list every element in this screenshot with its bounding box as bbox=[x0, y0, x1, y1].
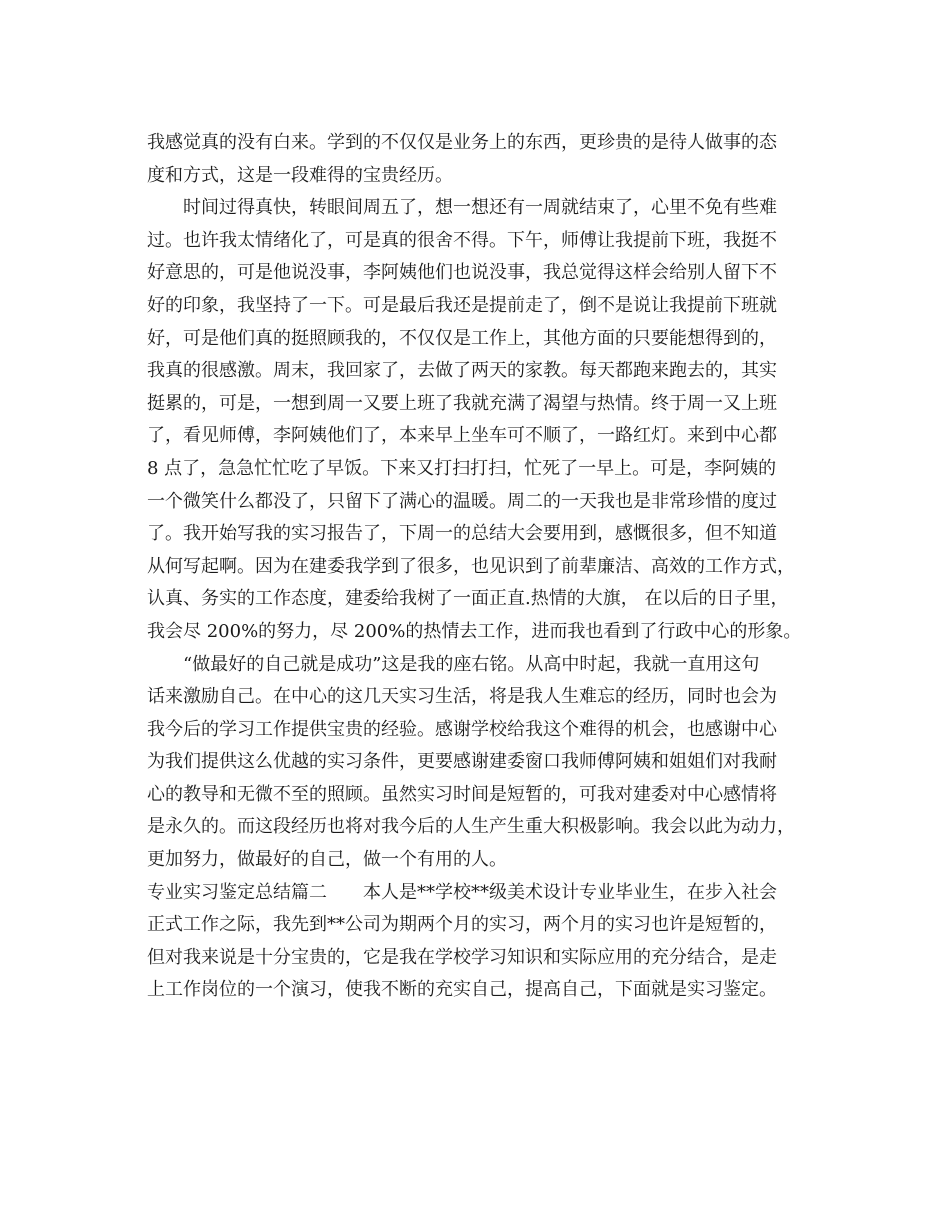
text-line: 了。我开始写我的实习报告了，下周一的总结大会要用到，感慨很多，但不知道 bbox=[147, 523, 777, 545]
paragraph-start-line: 时间过得真快，转眼间周五了，想一想还有一周就结束了，心里不免有些难 bbox=[147, 197, 777, 219]
text-line: 过。也许我太情绪化了，可是真的很舍不得。下午，师傅让我提前下班，我挺不 bbox=[147, 229, 777, 251]
document-body bbox=[147, 127, 817, 1007]
text-line: 我今后的学习工作提供宝贵的经验。感谢学校给我这个难得的机会，也感谢中心 bbox=[147, 718, 777, 740]
text-line: 话来激励自己。在中心的这几天实习生活，将是我人生难忘的经历，同时也会为 bbox=[147, 686, 777, 708]
text-line: 我感觉真的没有白来。学到的不仅仅是业务上的东西，更珍贵的是待人做事的态 bbox=[147, 132, 777, 153]
text-line: 是永久的。而这段经历也将对我今后的人生产生重大积极影响。我会以此为动力， bbox=[147, 816, 795, 838]
text-line: 度和方式，这是一段难得的宝贵经历。 bbox=[147, 164, 453, 186]
section-heading-line: 专业实习鉴定总结篇二 本人是**学校**级美术设计专业毕业生，在步入社会 bbox=[147, 881, 777, 903]
text-line: 更加努力，做最好的自己，做一个有用的人。 bbox=[147, 849, 507, 871]
paragraph-start-line: “做最好的自己就是成功”这是我的座右铭。从高中时起，我就一直用这句 bbox=[147, 653, 760, 675]
text-line: 一个微笑什么都没了，只留下了满心的温暖。周二的一天我也是非常珍惜的度过 bbox=[147, 490, 777, 512]
text-line: 心的教导和无微不至的照顾。虽然实习时间是短暂的，可我对建委对中心感情将 bbox=[147, 783, 777, 805]
text-line: 好的印象，我坚持了一下。可是最后我还是提前走了，倒不是说让我提前下班就 bbox=[147, 294, 777, 316]
text-line: 好，可是他们真的挺照顾我的，不仅仅是工作上，其他方面的只要能想得到的， bbox=[147, 327, 777, 349]
text-line: 从何写起啊。因为在建委我学到了很多，也见识到了前辈廉洁、高效的工作方式， bbox=[147, 555, 795, 577]
text-line: 认真、务实的工作态度，建委给我树了一面正直.热情的大旗， 在以后的日子里， bbox=[147, 588, 789, 610]
text-line: 但对我来说是十分宝贵的，它是我在学校学习知识和实际应用的充分结合，是走 bbox=[147, 946, 777, 968]
text-line: 上工作岗位的一个演习，使我不断的充实自己，提高自己，下面就是实习鉴定。 bbox=[147, 979, 777, 1001]
text-line: 为我们提供这么优越的实习条件，更要感谢建委窗口我师傅阿姨和姐姐们对我耐 bbox=[147, 751, 777, 773]
text-line: 我真的很感激。周末，我回家了，去做了两天的家教。每天都跑来跑去的，其实 bbox=[147, 360, 777, 382]
text-line: 正式工作之际，我先到**公司为期两个月的实习，两个月的实习也许是短暂的， bbox=[147, 914, 777, 936]
text-line: 了，看见师傅，李阿姨他们了，本来早上坐车可不顺了，一路红灯。来到中心都 bbox=[147, 425, 777, 447]
text-line: 好意思的，可是他说没事，李阿姨他们也说没事，我总觉得这样会给别人留下不 bbox=[147, 262, 777, 284]
text-line: 我会尽 200%的努力，尽 200%的热情去工作，进而我也看到了行政中心的形象。 bbox=[147, 620, 802, 642]
text-line: 8 点了，急急忙忙吃了早饭。下来又打扫打扫，忙死了一早上。可是，李阿姨的 bbox=[147, 457, 777, 479]
text-line: 挺累的，可是，一想到周一又要上班了我就充满了渴望与热情。终于周一又上班 bbox=[147, 392, 777, 414]
